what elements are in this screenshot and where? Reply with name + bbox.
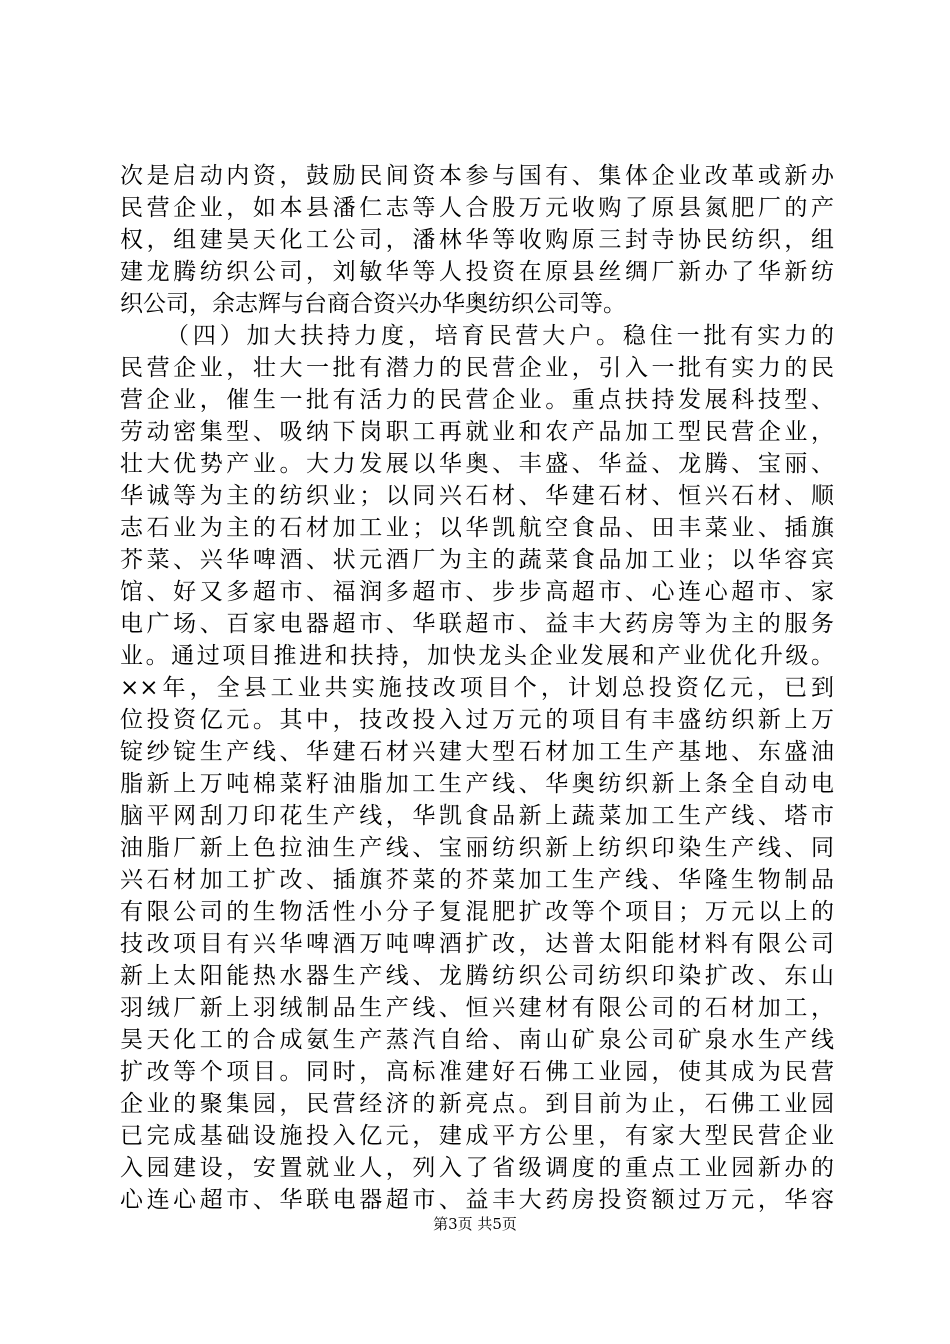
text-line: 脂新上万吨棉菜籽油脂加工生产线、华奥纺织新上条全自动电 [120, 771, 834, 797]
text-line: 昊天化工的合成氨生产蒸汽自给、南山矿泉公司矿泉水生产线 [120, 1027, 834, 1053]
text-line: 壮大优势产业。大力发展以华奥、丰盛、华益、龙腾、宝丽、 [120, 451, 834, 477]
text-line: 已完成基础设施投入亿元，建成平方公里，有家大型民营企业 [120, 1123, 834, 1149]
body-text [120, 160, 834, 1216]
text-line: 扩改等个项目。同时，高标准建好石佛工业园，使其成为民营 [120, 1059, 834, 1085]
text-line: 芥菜、兴华啤酒、状元酒厂为主的蔬菜食品加工业；以华容宾 [120, 547, 834, 573]
text-line: 企业的聚集园，民营经济的新亮点。到目前为止，石佛工业园 [120, 1091, 834, 1117]
text-line: 位投资亿元。其中，技改投入过万元的项目有丰盛纺织新上万 [120, 707, 834, 733]
text-line: 营企业，催生一批有活力的民营企业。重点扶持发展科技型、 [120, 387, 834, 413]
text-line: 业。通过项目推进和扶持，加快龙头企业发展和产业优化升级。 [120, 643, 834, 669]
text-line: 建龙腾纺织公司，刘敏华等人投资在原县丝绸厂新办了华新纺 [120, 259, 834, 285]
text-line: 油脂厂新上色拉油生产线、宝丽纺织新上纺织印染生产线、同 [120, 835, 834, 861]
text-line: 劳动密集型、吸纳下岗职工再就业和农产品加工型民营企业， [120, 419, 834, 445]
text-line: ××年，全县工业共实施技改项目个，计划总投资亿元，已到 [120, 675, 834, 701]
text-line: 入园建设，安置就业人，列入了省级调度的重点工业园新办的 [120, 1155, 834, 1181]
text-line: 馆、好又多超市、福润多超市、步步高超市、心连心超市、家 [120, 579, 834, 605]
text-line: 电广场、百家电器超市、华联超市、益丰大药房等为主的服务 [120, 611, 834, 637]
text-line: 志石业为主的石材加工业；以华凯航空食品、田丰菜业、插旗 [120, 515, 834, 541]
text-line: 兴石材加工扩改、插旗芥菜的芥菜加工生产线、华隆生物制品 [120, 867, 834, 893]
text-line: 次是启动内资，鼓励民间资本参与国有、集体企业改革或新办 [120, 163, 834, 189]
text-line: 心连心超市、华联电器超市、益丰大药房投资额过万元，华容 [120, 1187, 834, 1213]
text-line: （四）加大扶持力度，培育民营大户。稳住一批有实力的 [166, 323, 834, 349]
text-line: 织公司，余志辉与台商合资兴办华奥纺织公司等。 [120, 291, 626, 317]
text-line: 民营企业，壮大一批有潜力的民营企业，引入一批有实力的民 [120, 355, 834, 381]
text-line: 民营企业，如本县潘仁志等人合股万元收购了原县氮肥厂的产 [120, 195, 834, 221]
text-line: 脑平网刮刀印花生产线，华凯食品新上蔬菜加工生产线、塔市 [120, 803, 834, 829]
page-footer: 第3页 共5页 [433, 1215, 517, 1233]
text-line: 有限公司的生物活性小分子复混肥扩改等个项目；万元以上的 [120, 899, 834, 925]
text-line: 新上太阳能热水器生产线、龙腾纺织公司纺织印染扩改、东山 [120, 963, 834, 989]
text-line: 锭纱锭生产线、华建石材兴建大型石材加工生产基地、东盛油 [120, 739, 834, 765]
text-line: 华诚等为主的纺织业；以同兴石材、华建石材、恒兴石材、顺 [120, 483, 834, 509]
text-line: 技改项目有兴华啤酒万吨啤酒扩改，达普太阳能材料有限公司 [120, 931, 834, 957]
text-line: 权，组建昊天化工公司，潘林华等收购原三封寺协民纺织，组 [120, 227, 834, 253]
text-line: 羽绒厂新上羽绒制品生产线、恒兴建材有限公司的石材加工， [120, 995, 834, 1021]
